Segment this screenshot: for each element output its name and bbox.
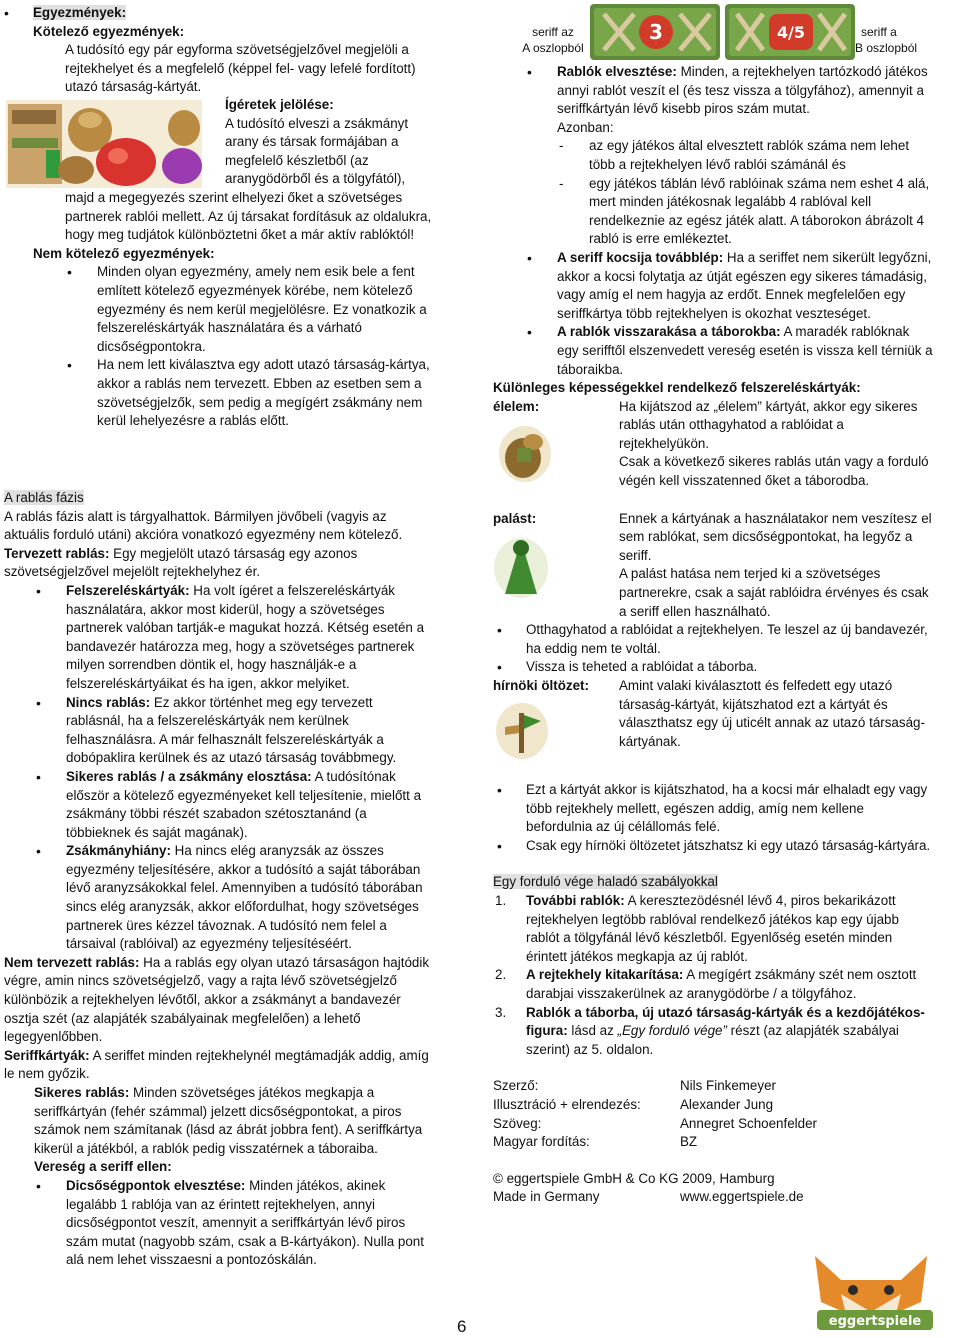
optional-heading: Nem kötelező egyezmények: — [33, 245, 215, 261]
herald-card-image — [495, 699, 549, 761]
list-item: • Zsákmányhiány: Ha nincs elég aranyzsák az összes egyezmény teljesítésére, akkor a tudósító a saját táborában lévő aranyzsákokkal felel. Amennyiben a tudósító táborában sincs elég aranyzsák, akkor előfordulhat, hogy szövetséges partnerek üres kézzel távoznak. A tudósító nem felel a társaival (rablóival) az egyezmény teljesítéséért. — [2, 842, 434, 954]
list-item: 3. Rablók a táborba, új utazó társaság-kártyák és a kezdőjátékos-figura: lásd az „Egy forduló vége” részt (az alapjáték szabályai szerint) az 5. oldalon. — [495, 1004, 925, 1057]
list-item: • Sikeres rablás / a zsákmány elosztása: A tudósítónak először a kötelező egyezményeket kell teljesítenie, mielőtt a zsákmány többi részét szabadon szétosztanánd (a többieknek és saját magának). — [2, 768, 434, 842]
copyright: © eggertspiele GmbH & Co KG 2009, Hamburg — [493, 1170, 775, 1186]
bullet-marker: • — [4, 5, 9, 21]
logo-text: eggertspiele — [828, 1314, 922, 1329]
herald-term: hírnöki öltözet: — [493, 678, 589, 694]
food-text-1: Ha kijátszod az „élelem” kártyát, akkor egy sikeres rablás után otthagyhatod a rablóidat a rejtekhelyükön. — [619, 398, 918, 451]
list-item: • Vissza is teheted a rablóidat a táborba. — [493, 658, 933, 677]
list-item: • A seriff kocsija továbblép: Ha a seriffet nem sikerült legyőzni, akkor a kocsi folytatja az útját egészen egy sikeres támadásig, vagy amíg el nem hagyja az erdőt. Ennek megfelelően egy seriffkártya több rejtekhelyen is okozhat veszteséget. — [493, 249, 933, 323]
special-cards-heading: Különleges képességekkel rendelkező felszereléskártyák: — [493, 380, 861, 396]
made-in: Made in Germany — [493, 1189, 600, 1205]
list-item: • A rablók visszarakása a táborokba: A maradék rablóknak egy serifftől elszenvedett vereség esetén is vissza kell térniük a táboraikba. — [493, 323, 933, 379]
herald-text: Amint valaki kiválasztott és felfedett egy utazó társaság-kártyát, kijátszhatod ezt a kártyát és választhatsz egy új uticélt annak az utazó társaság-kártyának. — [619, 678, 925, 749]
credit-value: Nils Finkemeyer — [680, 1078, 776, 1094]
round-end-list — [493, 892, 933, 1059]
loss-continued-list — [493, 63, 933, 137]
cloak-text-2: A palást hatása nem terjed ki a szövetséges partnerekre, csak a saját rablóidra érvényes és csak a seriff ellen használható. — [619, 566, 929, 619]
sheriff-cards: Seriffkártyák: A seriffet minden rejtekhelynél megtámadják addig, amíg le nem győzik. — [4, 1047, 429, 1082]
dash-item: - az egy játékos által elvesztett rablók száma nem lehet több a rejtekhelyen lévő rablói számánál és — [493, 137, 933, 174]
credit-value: Alexander Jung — [680, 1096, 774, 1112]
optional-list — [33, 263, 443, 430]
sheriff-caption-a: seriff az A oszlopból — [522, 25, 584, 55]
promises-line-2: arany és társak formájában a — [225, 134, 399, 150]
agreements-section — [33, 4, 443, 97]
herald-list — [493, 781, 933, 855]
card-a-value: 3 — [649, 20, 663, 44]
list-item: • Felszereléskártyák: Ha volt ígéret a felszereléskártyák használatára, akkor most kiderül, hogy a szövetséges partnerek valóban tartják-e magukat hozzá. Kétség esetén a bandavezér határozza meg, hogy a szövetséges partnerek milyen sorrendben döntik el, hogy használják-e a felszereléskártyáikat és ha igen, akkor melyiket. — [2, 582, 434, 694]
mandatory-heading: Kötelező egyezmények: — [33, 23, 185, 39]
list-item: • Nincs rablás: Ez akkor történhet meg egy tervezett rablásnál, ha a felszereléskártyák nem kerülnek felhasználásra. A már felhasznált felszereléskártyák a dobópaklira kerülnek és az utazó társaság továbbmegy. — [2, 694, 434, 768]
food-card-definition — [493, 398, 933, 510]
list-item: • Csak egy hírnöki öltözetet játszhatsz ki egy utazó társaság-kártyára. — [493, 837, 933, 856]
right-text — [493, 63, 933, 1207]
successful-robbery: Sikeres rablás: Minden szövetséges játékos megkapja a seriffkártyán (fehér számmal) jelzett dicsőségpontokat, a piros számok nem számítanak (lásd az ábrát jobbra fent). A seriffkártya kikerül a játékból, a rablók pedig visszatérnek a táboraiba. — [34, 1085, 423, 1156]
agreements-title: Egyezmények: — [33, 5, 127, 20]
website-link[interactable]: www.eggertspiele.de — [680, 1189, 804, 1205]
cloak-card-image — [493, 534, 549, 600]
food-text-2: Csak a következő sikeres rablás után vagy a forduló végén kell visszatenned őket a táborodba. — [619, 454, 929, 489]
list-item: • Ha nem lett kiválasztva egy adott utazó társaság-kártya, akkor a rablás nem tervezett. Ebben az esetben sem a szövetségjelzők, sem pedig a megígért zsákmány nem kerül lehelyezésre a rablás előtt. — [33, 356, 443, 430]
cloak-text-1: Ennek a kártyának a használatakor nem veszítesz el sem rablókat, sem dicsőségpontokat, ha legyőz a seriff. — [619, 510, 932, 563]
list-item: • Ezt a kártyát akkor is kijátszhatod, ha a kocsi már elhaladt egy vagy több rejtekhely mellett, egészen addig, amíg nem kellene befordulnia az új célállomás felé. — [493, 781, 933, 837]
list-item: • Rablók elvesztése: Minden, a rejtekhelyen tartózkodó játékos annyi rablót veszít el (és tesz vissza a tölgyfához), amennyit a seriffkártyán lévő kisebb piros szám mutat. Azonban: — [493, 63, 933, 137]
unplanned-robbery: Nem tervezett rablás: Ha a rablás egy olyan utazó társaságon hajtódik végre, amin nincs szövetségjelző, vagy a rajta lévő szövetségjelző különbözik a rejtekhelyen lévőtől, akkor a zsákmányt a bandavezér osztja szét (az alapjáték szabályainak megfelelően) a lehető legegyenlőbben. — [4, 954, 430, 1045]
promises-line-3: megfelelő készletből (az — [225, 152, 369, 168]
card-b-value: 4/5 — [776, 23, 806, 42]
list-item: • Otthagyhatod a rablóidat a rejtekhelyen. Te leszel az új bandavezér, ha eddig nem te voltál. — [493, 621, 933, 658]
list-item: • Dicsőségpontok elvesztése: Minden játékos, akinek legalább 1 rablója van az érintett rejtekhelyen, annyi dicsőségpontot veszít, amennyit a seriffkártyán lévő piros szám mutat (nagyobb szám, csak a B-kártyákon). Nulla pont alá nem lehet visszaesni a pontozóskálán. — [2, 1177, 434, 1270]
robbery-section — [4, 489, 434, 1270]
cloak-card-definition — [493, 510, 933, 622]
promises-line-4: aranygödörből és a tölgyfától), — [225, 171, 406, 187]
sheriff-card-a-image — [590, 4, 720, 60]
credit-key: Szerző: — [493, 1078, 539, 1094]
credits-table — [493, 1077, 933, 1151]
cloak-list — [493, 621, 933, 677]
robbery-list — [2, 582, 434, 954]
sheriff-card-b-image — [725, 4, 855, 60]
food-card-image — [497, 420, 553, 484]
list-item: • Minden olyan egyezmény, amely nem esik bele a fent említett kötelező egyezmények körébe, nem kötelező egyezmény és nem kerül megjelölésre. Ez vonatkozik a felszereléskártyák használatára és a várható dicsőségpontokra. — [33, 263, 443, 356]
loss-list — [2, 1177, 434, 1270]
loss-heading: Vereség a seriff ellen: — [34, 1159, 172, 1175]
loss-continued-list-2 — [493, 249, 933, 379]
round-end-heading: Egy forduló vége haladó szabályokkal — [493, 874, 718, 890]
promises-cont: majd a megegyezés szerint elhelyezi őket a szövetséges partnerek rablói mellett. Az új társakat fordításuk az oldalukra, hogy meg tudjátok különböztetni őket a már aktív rablóktól! — [65, 189, 432, 243]
planned-robbery: Tervezett rablás: Egy megjelölt utazó társaság egy azonos szövetségjelzővel mejelölt rejtekhelyhez ér. — [4, 545, 358, 580]
made-in-row — [493, 1188, 933, 1207]
robbery-heading: A rablás fázis — [4, 490, 84, 505]
credit-key: Illusztráció + elrendezés: — [493, 1096, 641, 1112]
mandatory-text: A tudósító egy pár egyforma szövetségjelzővel megjelöli a rejtekhelyet és a megfelelő (képpel fel- vagy lefelé fordított) utazó társaság-kártyát. — [65, 42, 416, 95]
list-item: 1. További rablók: A keresztezödésnél lévő 4, piros bekarikázott rejtekhelyen legtöbb rablóval rendelkező játékos kap egy újabb rablót a tölgyfánál lévő készletből. Egyenlőség esetén minden érintett játékos megkapja az új rablót. — [495, 893, 899, 964]
credit-key: Magyar fordítás: — [493, 1134, 590, 1150]
cloak-term: palást: — [493, 510, 537, 526]
credit-key: Szöveg: — [493, 1115, 542, 1131]
list-item: 2. A rejtekhely kitakarítása: A megígért zsákmány szét nem osztott darabjai visszakerülnek az aranygödörbe / a tölgyfához. — [495, 967, 917, 1001]
eggertspiele-fox-logo — [801, 1250, 941, 1334]
credit-value: BZ — [680, 1134, 698, 1150]
page-number: 6 — [457, 1317, 467, 1336]
dash-item: - egy játékos táblán lévő rablóinak száma nem eshet 4 alá, mert minden játékosnak legalább 4 rablóval kell rendelkeznie az egész játék alatt. A táborokon ábrázolt 4 rabló is erre emlékeztet. — [493, 175, 933, 249]
robbery-intro: A rablás fázis alatt is tárgyalhattok. Bármilyen jövőbeli (vagyis az aktuális forduló utáni) akcióra vonatkozó egyezmény nem kötelező. — [4, 508, 403, 543]
herald-card-definition — [493, 677, 933, 765]
credit-value: Annegret Schoenfelder — [680, 1115, 817, 1131]
promises-heading: Ígéretek jelölése: — [225, 97, 334, 112]
food-term: élelem: — [493, 398, 540, 414]
sheriff-caption-b: seriff a B oszlopból — [855, 25, 918, 55]
promises-line-1: A tudósító elveszi a zsákmányt — [225, 115, 409, 131]
promises-section — [33, 96, 443, 431]
